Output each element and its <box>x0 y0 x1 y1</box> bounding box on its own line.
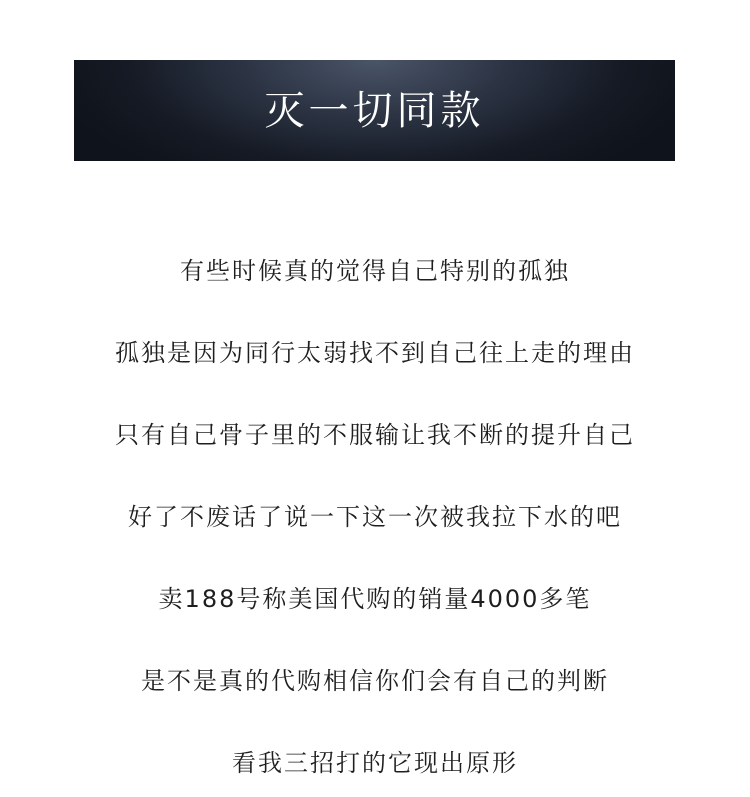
text-line: 看我三招打的它现出原形 <box>232 749 518 777</box>
text-line: 孤独是因为同行太弱找不到自己往上走的理由 <box>115 339 635 367</box>
text-line: 有些时候真的觉得自己特别的孤独 <box>180 257 570 285</box>
text-line: 卖188号称美国代购的销量4000多笔 <box>158 585 592 613</box>
text-line: 好了不废话了说一下这一次被我拉下水的吧 <box>128 503 622 531</box>
page-title: 灭一切同款 <box>264 87 485 134</box>
text-line: 是不是真的代购相信你们会有自己的判断 <box>141 667 609 695</box>
title-banner <box>74 60 675 161</box>
text-line: 只有自己骨子里的不服输让我不断的提升自己 <box>115 421 635 449</box>
